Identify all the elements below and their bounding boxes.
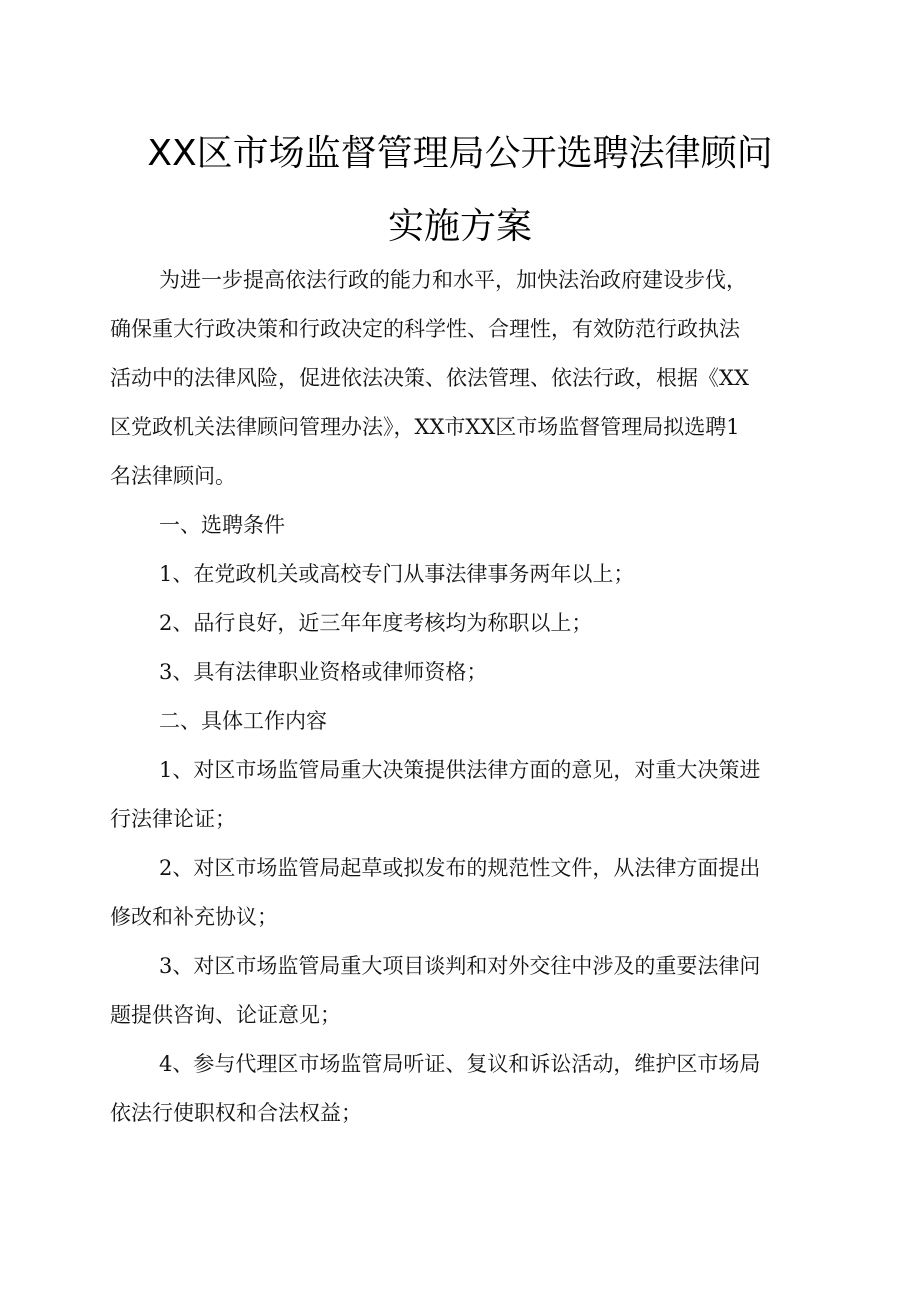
intro-line-5: 名法律顾问。 <box>110 464 236 488</box>
section-1-heading: 一、选聘条件 <box>159 513 285 537</box>
document-title-line-1: XX区市场监督管理局公开选聘法律顾问 <box>147 133 773 174</box>
section-2-item-1-line-1: 1、对区市场监管局重大决策提供法律方面的意见，对重大决策进 <box>159 758 761 782</box>
section-1-item-1: 1、在党政机关或高校专门从事法律事务两年以上； <box>159 562 635 586</box>
intro-line-4: 区党政机关法律顾问管理办法》，XX市XX区市场监督管理局拟选聘1 <box>110 415 740 439</box>
section-2-item-2-line-1: 2、对区市场监管局起草或拟发布的规范性文件，从法律方面提出 <box>159 856 761 880</box>
section-2-item-3-line-2: 题提供咨询、论证意见； <box>110 1003 341 1027</box>
intro-line-1: 为进一步提高依法行政的能力和水平，加快法治政府建设步伐， <box>159 268 747 292</box>
section-2-item-1-line-2: 行法律论证； <box>110 807 236 831</box>
document-title-line-2: 实施方案 <box>387 206 532 247</box>
section-2-heading: 二、具体工作内容 <box>159 709 327 733</box>
intro-line-2: 确保重大行政决策和行政决定的科学性、合理性，有效防范行政执法 <box>110 317 740 341</box>
section-2-item-4-line-2: 依法行使职权和合法权益； <box>110 1101 362 1125</box>
section-1-item-2: 2、品行良好，近三年年度考核均为称职以上； <box>159 611 593 635</box>
section-2-item-2-line-2: 修改和补充协议； <box>110 905 278 929</box>
section-2-item-3-line-1: 3、对区市场监管局重大项目谈判和对外交往中涉及的重要法律问 <box>159 954 761 978</box>
section-2-item-4-line-1: 4、参与代理区市场监管局听证、复议和诉讼活动，维护区市场局 <box>159 1052 761 1076</box>
intro-line-3: 活动中的法律风险，促进依法决策、依法管理、依法行政，根据《XX <box>110 366 749 390</box>
section-1-item-3: 3、具有法律职业资格或律师资格； <box>159 660 488 684</box>
